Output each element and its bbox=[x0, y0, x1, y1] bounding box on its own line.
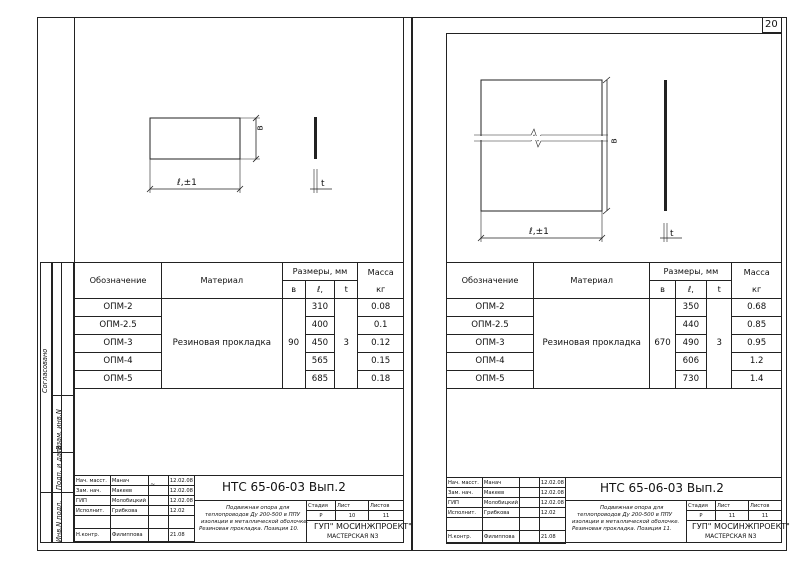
right-stage-table: Стадия Лист Листов Р 11 11 bbox=[686, 500, 782, 521]
left-signatures: Нач. масст. Манач ~ 12.02.08 Зам. нач. Макеев 12.02.08 ГИП Молобицкий 12.02.08 Исполнит. Грибкова 12.02 Н.контр. Филиппова 21.08 bbox=[74, 475, 195, 542]
row-mass: 0.1 bbox=[358, 316, 404, 334]
row-name: ОПМ-5 bbox=[447, 370, 534, 388]
hdr-mass-unit: кг bbox=[358, 280, 404, 298]
left-plate-side bbox=[314, 117, 317, 159]
left-desc-2: теплопроводов Ду 200-500 в ППУ bbox=[205, 512, 300, 518]
hdr-mass: Масса bbox=[732, 263, 782, 281]
row-name: ОПМ-3 bbox=[447, 334, 534, 352]
row-mass: 1.4 bbox=[732, 370, 782, 388]
right-signatures: Нач. масст. Манач 12.02.08 Зам. нач. Макеев 12.02.08 ГИП Молобицкий 12.02.08 Исполнит. Грибкова 12.02 Н.контр. Филиппова 21.08 bbox=[446, 477, 566, 544]
left-desc-3: изоляции в металлической оболочке. bbox=[201, 519, 309, 525]
row-l: 450 bbox=[305, 334, 334, 352]
right-spec-table bbox=[446, 262, 782, 389]
hdr-material: Материал bbox=[534, 263, 650, 299]
hdr-mass: Масса bbox=[358, 263, 404, 281]
right-dim-length-label: ℓ,±1 bbox=[529, 227, 549, 237]
t-cell: 3 bbox=[707, 298, 732, 388]
row-name: ОПМ-4 bbox=[75, 352, 162, 370]
left-spec-table bbox=[74, 262, 404, 389]
row-l: 440 bbox=[675, 316, 706, 334]
left-doc-code: НТС 65-06-03 Вып.2 bbox=[222, 480, 346, 494]
row-name: ОПМ-2 bbox=[75, 298, 162, 316]
row-name: ОПМ-2.5 bbox=[75, 316, 162, 334]
right-dim-width-label: в bbox=[609, 138, 620, 144]
left-dim-thickness-label: t bbox=[321, 179, 325, 189]
row-name: ОПМ-2 bbox=[447, 298, 534, 316]
row-mass: 0.08 bbox=[358, 298, 404, 316]
hdr-l: ℓ, bbox=[305, 280, 334, 298]
row-l: 490 bbox=[675, 334, 706, 352]
side-label-inv: Инв.N подл. bbox=[55, 500, 63, 542]
row-mass: 0.12 bbox=[358, 334, 404, 352]
right-desc-1: Подвижная опора для bbox=[600, 505, 664, 511]
hdr-designation: Обозначение bbox=[75, 263, 162, 299]
row-l: 685 bbox=[305, 370, 334, 388]
b-cell: 90 bbox=[282, 298, 305, 388]
row-l: 310 bbox=[305, 298, 334, 316]
left-desc-1: Подвижная опора для bbox=[226, 505, 290, 511]
right-plate-side bbox=[664, 80, 667, 211]
row-name: ОПМ-3 bbox=[75, 334, 162, 352]
right-dim-thickness-label: t bbox=[670, 229, 674, 239]
t-cell: 3 bbox=[335, 298, 358, 388]
row-mass: 0.95 bbox=[732, 334, 782, 352]
hdr-b: в bbox=[650, 280, 675, 298]
row-mass: 0.18 bbox=[358, 370, 404, 388]
hdr-sizes: Размеры, мм bbox=[282, 263, 358, 281]
side-label-replace: Взам. инв.N bbox=[55, 409, 63, 450]
left-side-col1 bbox=[40, 262, 52, 543]
row-l: 350 bbox=[675, 298, 706, 316]
row-mass: 1.2 bbox=[732, 352, 782, 370]
hdr-sizes: Размеры, мм bbox=[650, 263, 732, 281]
hdr-material: Материал bbox=[162, 263, 282, 299]
side-label-agreed: Согласовано bbox=[41, 348, 49, 393]
row-mass: 0.68 bbox=[732, 298, 782, 316]
left-desc-4: Резиновая прокладка. Позиция 10. bbox=[199, 526, 299, 532]
page-number: 20 bbox=[765, 19, 778, 30]
b-cell: 670 bbox=[650, 298, 675, 388]
row-l: 730 bbox=[675, 370, 706, 388]
hdr-designation: Обозначение bbox=[447, 263, 534, 299]
row-mass: 0.15 bbox=[358, 352, 404, 370]
left-dim-width-label: в bbox=[255, 125, 266, 131]
hdr-b: в bbox=[282, 280, 305, 298]
right-desc-4: Резиновая прокладка. Позиция 11. bbox=[572, 526, 672, 532]
material-cell: Резиновая прокладка bbox=[534, 298, 650, 388]
hdr-t: t bbox=[707, 280, 732, 298]
row-mass: 0.85 bbox=[732, 316, 782, 334]
left-side-divider-3 bbox=[40, 492, 74, 493]
right-desc-3: изоляции в металлической оболочке. bbox=[572, 519, 680, 525]
left-dim-length-label: ℓ,±1 bbox=[177, 178, 197, 188]
left-plate-plan bbox=[150, 118, 240, 159]
row-name: ОПМ-4 bbox=[447, 352, 534, 370]
hdr-mass-unit: кг bbox=[732, 280, 782, 298]
left-stage-table: Стадия Лист Листов Р 10 11 bbox=[306, 500, 404, 521]
side-label-sign: Подп. и дата bbox=[55, 445, 63, 490]
right-desc-2: теплопроводов Ду 200-500 в ППУ bbox=[577, 512, 672, 518]
row-l: 565 bbox=[305, 352, 334, 370]
right-drawing bbox=[446, 33, 782, 258]
right-workshop: МАСТЕРСКАЯ N3 bbox=[705, 533, 757, 540]
row-name: ОПМ-2.5 bbox=[447, 316, 534, 334]
left-drawing bbox=[74, 17, 404, 257]
right-doc-code: НТС 65-06-03 Вып.2 bbox=[600, 481, 724, 495]
row-l: 606 bbox=[675, 352, 706, 370]
left-workshop: МАСТЕРСКАЯ N3 bbox=[327, 533, 379, 540]
hdr-t: t bbox=[335, 280, 358, 298]
left-side-divider-1 bbox=[52, 395, 74, 396]
row-name: ОПМ-5 bbox=[75, 370, 162, 388]
material-cell: Резиновая прокладка bbox=[162, 298, 282, 388]
hdr-l: ℓ, bbox=[675, 280, 706, 298]
row-l: 400 bbox=[305, 316, 334, 334]
right-plate-plan bbox=[481, 80, 602, 211]
left-org: ГУП" МОСИНЖПРОЕКТ" bbox=[314, 522, 412, 531]
right-org: ГУП" МОСИНЖПРОЕКТ" bbox=[692, 522, 790, 531]
